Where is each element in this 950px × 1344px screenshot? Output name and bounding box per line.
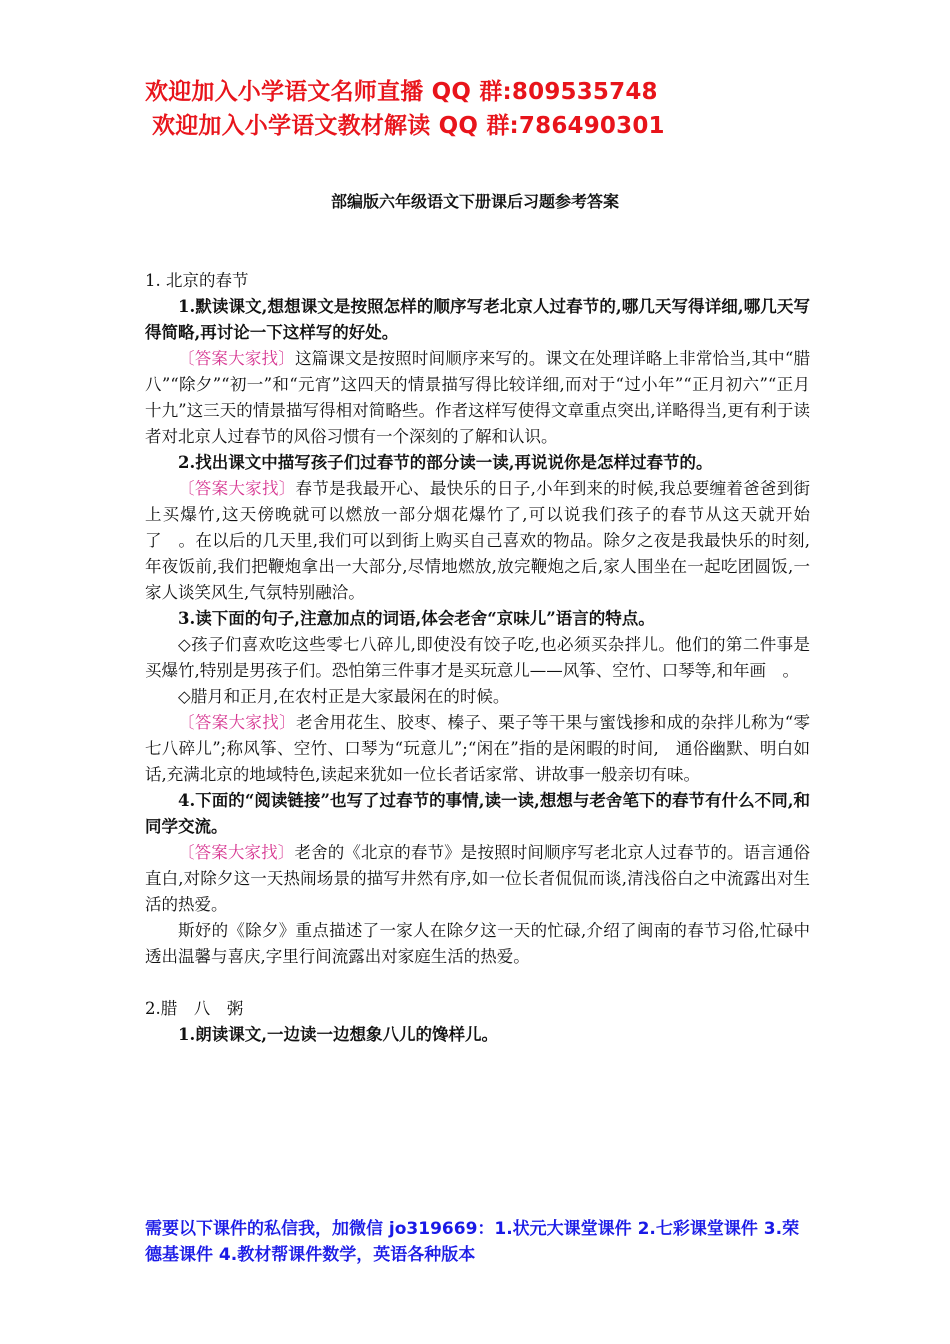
section-spacer (145, 970, 810, 996)
question-1: 1.默读课文,想想课文是按照怎样的顺序写老北京人过春节的,哪几天写得详细,哪几天写得简略,再讨论一下这样写的好处。 (145, 297, 810, 342)
qq-group-banner-1: 欢迎加入小学语文名师直播 QQ 群:809535748 (145, 79, 658, 105)
question-2: 2.找出课文中描写孩子们过春节的部分读一读,再说说你是怎样过春节的。 (178, 453, 713, 472)
answer-4-continued: 斯妤的《除夕》重点描述了一家人在除夕这一天的忙碌,介绍了闽南的春节习俗,忙碌中透出温馨与喜庆,字里行间流露出对家庭生活的热爱。 (145, 921, 810, 966)
answer-tag: 〔答案大家找〕 (178, 349, 295, 368)
answer-tag: 〔答案大家找〕 (178, 713, 296, 732)
answer-4 (145, 840, 810, 918)
answer-2-text: 春节是我最开心、最快乐的日子,小年到来的时候,我总要缠着爸爸到街上买爆竹,这天傍晚就可以燃放一部分烟花爆竹了,可以说我们孩子的春节从这天就开始了 。在以后的几天里,我们可以到街上购买自己喜欢的物品。除夕之夜是我最快乐的时刻,年夜饭前,我们把鞭炮拿出一大部分,尽情地燃放,放完鞭炮之后,家人围坐在一起吃团圆饭,一家人谈笑风生,气氛特别融洽。 (145, 479, 810, 602)
quote-sentence-1: ◇孩子们喜欢吃这些零七八碎儿,即使没有饺子吃,也必须买杂拌儿。他们的第二件事是买爆竹,特别是男孩子们。恐怕第三件事才是买玩意儿——风筝、空竹、口琴等,和年画 。 (145, 635, 810, 680)
answer-3-text: 老舍用花生、胶枣、榛子、栗子等干果与蜜饯掺和成的杂拌儿称为“零七八碎儿”;称风筝、空竹、口琴为“玩意儿”;“闲在”指的是闲暇的时间, 通俗幽默、明白如话,充满北京的地域特色,读起来犹如一位长者话家常、讲故事一般亲切有味。 (145, 713, 811, 784)
section-2-question-1: 1.朗读课文,一边读一边想象八儿的馋样儿。 (178, 1025, 498, 1044)
answer-tag: 〔答案大家找〕 (178, 479, 296, 498)
answer-1-text: 这篇课文是按照时间顺序来写的。课文在处理详略上非常恰当,其中“腊八”“除夕”“初一”和“元宵”这四天的情景描写得比较详细,而对于“过小年”“正月初六”“正月十九”这三天的情景描写得相对简略些。作者这样写使得文章重点突出,详略得当,更有利于读者对北京人过春节的风俗习惯有一个深刻的了解和认识。 (145, 349, 811, 446)
question-4: 4.下面的“阅读链接”也写了过春节的事情,读一读,想想与老舍笔下的春节有什么不同,和同学交流。 (145, 791, 810, 836)
answer-4-text: 老舍的《北京的春节》是按照时间顺序写老北京人过春节的。语言通俗直白,对除夕这一天热闹场景的描写井然有序,如一位长者侃侃而谈,清浅俗白之中流露出对生活的热爱。 (145, 843, 811, 914)
answer-3 (145, 710, 810, 788)
question-3: 3.读下面的句子,注意加点的词语,体会老舍“京味儿”语言的特点。 (178, 609, 655, 628)
quote-sentence-2: ◇腊月和正月,在农村正是大家最闲在的时候。 (178, 687, 510, 706)
qq-group-banner-2: 欢迎加入小学语文教材解读 QQ 群:786490301 (152, 113, 665, 139)
answer-1 (145, 346, 810, 450)
section-2-title: 2.腊 八 粥 (145, 999, 244, 1018)
answer-2 (145, 476, 810, 606)
document-body (145, 268, 810, 1048)
answer-tag: 〔答案大家找〕 (178, 843, 295, 862)
courseware-ad-footer: 需要以下课件的私信我，加微信 jo319669：1.状元大课堂课件 2.七彩课堂课件 3.荣德基课件 4.教材帮课件数学，英语各种版本 (145, 1219, 800, 1265)
document-title: 部编版六年级语文下册课后习题参考答案 (330, 192, 619, 211)
section-1-title: 1. 北京的春节 (145, 271, 249, 290)
